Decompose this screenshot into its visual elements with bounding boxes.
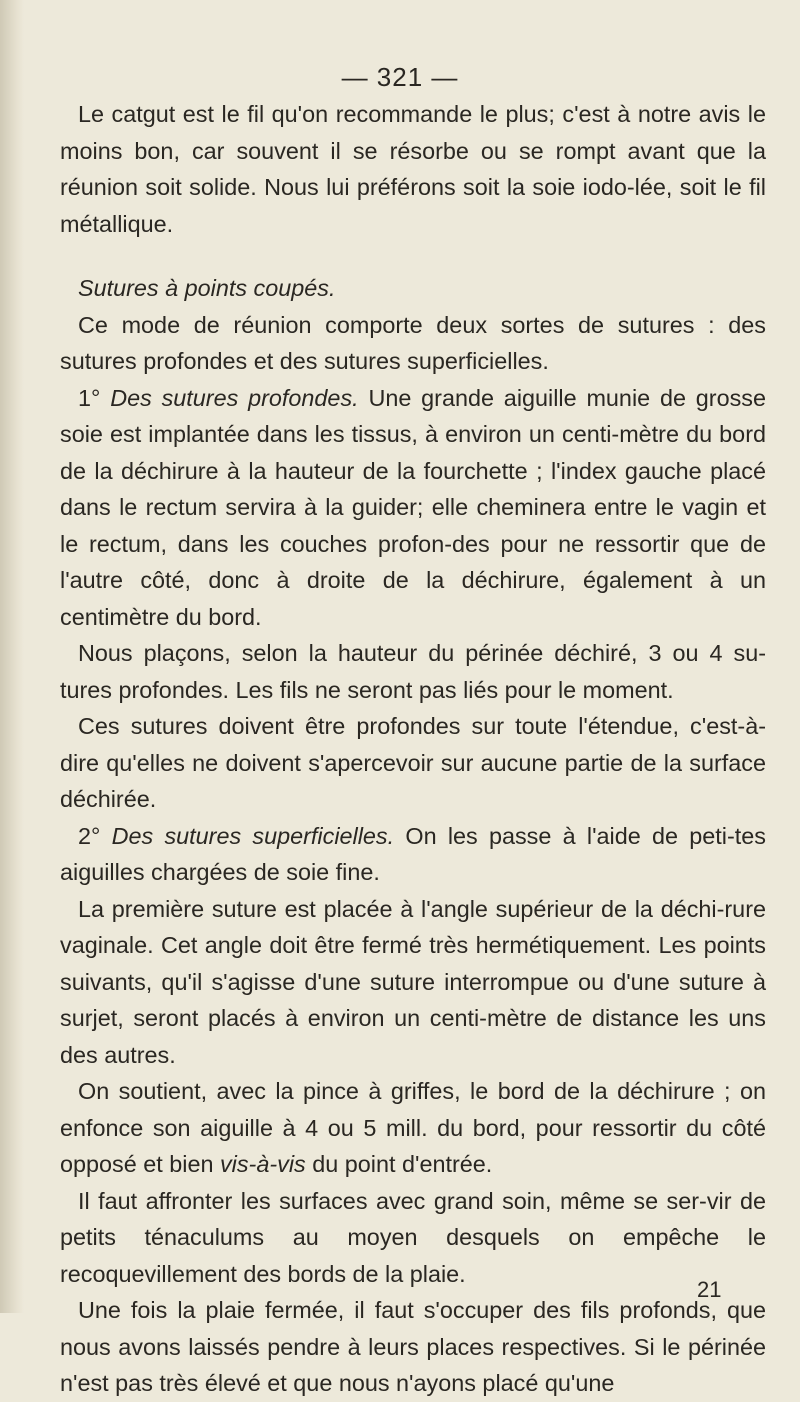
deep-sutures-prefix: 1°: [78, 384, 101, 411]
deep-sutures-title: Des sutures profondes.: [110, 384, 359, 411]
deep-sutures-count: Nous plaçons, selon la hauteur du périnée déchiré, 3 ou 4 su-tures profondes. Les fils ne seront pas liés pour le moment.: [60, 640, 766, 703]
paragraph-catgut: Le catgut est le fil qu'on recommande le plus; c'est à notre avis le moins bon, car souvent il se résorbe ou se rompt avant que la réunion soit solide. Nous lui préférons soit la soie iodo-lée, soit le fil métallique.: [60, 101, 766, 237]
page-number: — 321 —: [341, 62, 459, 92]
deep-sutures-paragraph: [60, 380, 766, 636]
pince-text-end: du point d'entrée.: [312, 1151, 493, 1177]
pince-italic: vis-à-vis: [219, 1151, 306, 1177]
deep-threads-paragraph: Une fois la plaie fermée, il faut s'occuper des fils profonds, que nous avons laissés pendre à leurs places respectives. Si le périnée n'est pas très élevé et que nous n'ayons placé qu'une: [60, 1297, 766, 1396]
superficial-sutures-prefix: 2°: [78, 822, 101, 849]
page-body: [60, 96, 766, 1402]
deep-sutures-text: Une grande aiguille munie de grosse soie est implantée dans les tissus, à environ un centi-mètre du bord de la déchirure à la hauteur de la fourchette ; l'index gauche placé dans le rectum servira à la guider; elle cheminera entre le vagin et le rectum, dans les couches profon-des pour ne ressortir que de l'autre côté, donc à droite de la déchirure, également à un centimètre du bord.: [60, 384, 766, 630]
superficial-sutures-paragraph: [60, 818, 766, 891]
section-heading: [60, 270, 766, 307]
first-suture-paragraph: La première suture est placée à l'angle supérieur de la déchi-rure vaginale. Cet angle doit être fermé très hermétiquement. Les points suivants, qu'il s'agisse d'une suture interrompue ou d'une suture à surjet, seront placés à environ un centi-mètre de distance les uns des autres.: [60, 895, 766, 1068]
pince-paragraph: [60, 1073, 766, 1183]
deep-sutures-depth: Ces sutures doivent être profondes sur toute l'étendue, c'est-à-dire qu'elles ne doivent s'apercevoir sur aucune partie de la surface déchirée.: [60, 713, 766, 812]
signature-mark: 21: [697, 1277, 722, 1302]
affronter-paragraph: Il faut affronter les surfaces avec grand soin, même se ser-vir de petits ténaculums au moyen desquels on empêche le recoquevillement des bords de la plaie.: [60, 1187, 766, 1287]
section-title: Sutures à points coupés.: [78, 275, 336, 301]
superficial-sutures-title: Des sutures superficielles.: [111, 822, 395, 849]
superficial-sutures-text: On les passe à l'aide de peti-tes aiguilles chargées de soie fine.: [60, 822, 766, 885]
section-intro: Ce mode de réunion comporte deux sortes de sutures : des sutures profondes et des sutures superficielles.: [60, 311, 766, 374]
pince-text: On soutient, avec la pince à griffes, le bord de la déchirure ; on enfonce son aiguille à 4 ou 5 mill. du bord, pour ressortir du côté opposé et bien: [60, 1078, 766, 1177]
